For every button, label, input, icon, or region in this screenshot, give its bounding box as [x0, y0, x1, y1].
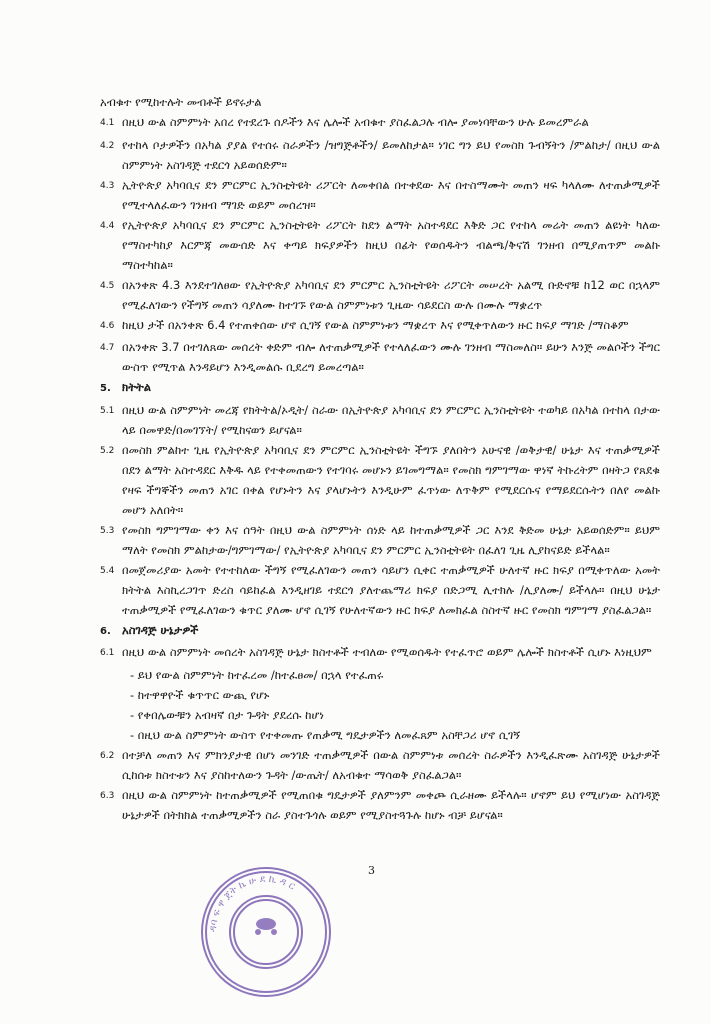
clause-4-6 — [100, 315, 660, 338]
clause-4-5 — [100, 275, 660, 315]
section-number: 5. — [100, 383, 111, 394]
clause-text: የመስክ ግምገማው ቀን እና ሰዓት በዚህ ውል ስምምነት ሰነድ ላይ ከተጠቃሚዎች ጋር እንደ ቅድመ ሁኔታ አይወሰድም። ይህም ማለት የመስክ ምልከታው/ግምገማው/ የኢትዮጵያ አካባቢና ደን ምርምር ኢንስቲትዩት በፈለገ ጊዜ ሊያከናይድ ይችላል። — [122, 522, 660, 557]
section-6-heading — [100, 620, 660, 643]
clause-number: 4.7 — [100, 343, 115, 353]
clause-number: 4.3 — [100, 180, 115, 191]
clause-number: 6.3 — [100, 790, 115, 801]
page-number: 3 — [368, 864, 375, 877]
clause-4-3 — [100, 175, 660, 215]
section-title: አስገዳጅ ሁኔታዎች — [122, 622, 199, 637]
document-body — [100, 92, 660, 825]
clause-text: የተከላ ቦታዎችን በአካል ያያል የተሰሩ ስራዎችን /ዝግጅቶችን/ ይመለከታል። ነገር ግን ይህ የመስክ ጉብኝትን /ምልከታ/ በዚህ ውል ስምምነት አስገዳጅ ተደርጎ አይወሰድም። — [122, 137, 660, 172]
clause-text: በዚህ ውል ስምምነት አበረ የተደረጉ ሰዶችን እና ሌሎች አብቁተ ያስፈልጋሉ ብሎ ያመነባቸውን ሁሉ ይመረምራል — [122, 115, 589, 129]
intro-line: አብቁተ የሚከተሉት መብቶች ይኖሩታል — [100, 95, 262, 109]
clause-number: 4.1 — [100, 118, 115, 128]
section-title: ክትትል — [122, 380, 152, 394]
bullet-item: - ይህ የውል ስምምነት ከተፈረመ /ከተፈፀመ/ በኋላ የተፈጠሩ — [130, 667, 384, 682]
clause-4-2 — [100, 135, 660, 175]
clause-text: ከዚህ ታች በአንቀጽ 6.4 የተጠቀሰው ሆኖ ሲገኝ የውል ስምምነቱን ማቋረጥ እና የሚቀጥለውን ዙር ክፍያ ማገድ /ማስቆም — [122, 317, 629, 332]
clause-number: 6.1 — [100, 648, 115, 658]
clause-text: በአንቀጽ 3.7 በተገለጸው መሰረት ቀድም ብሎ ለተጠቃሚዎች የተላለፈውን ሙሉ ገንዘብ ማስመለስ። ይሁን እንጅ መልሶችን ችግር ውስጥ የሚጥል እንዳይሆን እንዲመልሱ ቢደረግ ይመረጣል። — [122, 340, 660, 374]
clause-5-3 — [100, 520, 660, 560]
clause-4-1 — [100, 112, 660, 135]
clause-text: በአንቀጽ 4.3 እንደተገለፀው የኢትዮጵያ አካባቢና ደን ምርምር ኢንስቲትዩት ሪፖርት መሠረት አልሚ ቡድኖቹ ከ12 ወር በኋላም የሚፈለገውን የችግኝ መጠን ሳያለሙ ከተገኙ የውል ስምምነቱን ጊዜው ሳይደርስ ውሉ በሙሉ ማቋረጥ — [122, 277, 660, 312]
clause-number: 4.5 — [100, 280, 115, 291]
clause-5-4 — [100, 560, 660, 620]
clause-5-1 — [100, 400, 660, 440]
clause-number: 5.1 — [100, 405, 115, 416]
section-5-heading — [100, 377, 660, 400]
clause-4-7 — [100, 337, 660, 377]
clause-5-2 — [100, 440, 660, 520]
clause-number: 4.4 — [100, 220, 115, 231]
clause-6-1 — [100, 642, 660, 665]
clause-4-4 — [100, 215, 660, 275]
clause-number: 5.2 — [100, 445, 115, 456]
section-number: 6. — [100, 625, 111, 637]
clause-text: ኢትዮጵያ አካባቢና ደን ምርምር ኢንስቲትዩት ሪፖርት ለመቀበል በተቀደው እና በተስማሙት መጠን ዛፍ ካላለሙ ለተጠቃሚዎች የሚተላለፈውን ገንዘብ ማገድ ወይም መሰረዝ። — [122, 177, 660, 212]
clause-6-2 — [100, 745, 660, 785]
clause-number: 4.6 — [100, 320, 115, 331]
clause-number: 4.2 — [100, 140, 115, 151]
clause-text: በዚህ ውል ስምምነት ከተጠቃሚዎች የሚጠበቁ ግዴታዎች ያለምንም መቀጮ ሲራዘሙ ይችላሉ። ሆኖም ይህ የሚሆነው አስገዳጅ ሁኔታዎች በትክክል ተጠቃሚዎችን ስራ ያስተጉጎሉ ወይም የሚያስተጓጉሉ ከሆኑ ብቻ ይሆናል። — [122, 787, 660, 822]
clause-number: 5.3 — [100, 525, 115, 536]
clause-text: በዚህ ውል ስምምነት መሰረት አስገዳጅ ሁኔታ ክስተቶች ተብለው የሚወሰዱት የተፈጥሮ ወይም ሌሎች ክስተቶች ሲሆኑ እነዚህም — [122, 645, 652, 659]
clause-text: በመስክ ምልከተ ጊዜ የኢትዮጵያ አካባቢና ደን ምርምር ኢንስቲትዩት ችግኙ ያለበትን አሁናዊ /ወቅታዊ/ ሁኔታ እና ተጠቃሚዎች በደን ልማት አስተዳደር እቅዱ ላይ የተቀመጠውን የተገባሩ መሆኑን ይገመግማል። የመስክ ግምገማው ዋነኛ ትኩረትም በዛትጋ የጸደቁ የዛፍ ችግኞችን መጠን አገር በቀል የሆኑትን እና ያላሆኑትን እንዲሁም ፈጥነው ለጥቅም የሚደርሱና የማይደርሱትን በለየ መልኩ መሆን አለበት። — [122, 442, 660, 517]
clause-number: 5.4 — [100, 565, 115, 576]
clause-6-3 — [100, 785, 660, 825]
clause-text: የኢትዮጵያ አካባቢና ደን ምርምር ኢንስቲትዩት ሪፖርት ከደን ልማት አስተዳደር እቅድ ጋር የተከላ መሬት መጠን ልዩነት ካለው የማስተካከያ እርምጃ መውሰድ እና ቀጣይ ክፍያዎችን ከዚህ በፊት የወሰዱትን ብልጫ/ቅናሽ ገንዘብ በሚያጠጥም መልኩ ማስተካከል። — [122, 217, 660, 272]
official-stamp-icon — [198, 864, 334, 1000]
bullet-item: - በዚህ ውል ስምምነት ውስጥ የተቀመጡ የጠቃሚ ግዴታዎችን ለመፈጸም አስቸጋሪ ሆኖ ሲገኝ — [130, 727, 521, 742]
clause-text: በተቻለ መጠን እና ምክንያታዊ በሆነ መንገድ ተጠቃሚዎች በውል ስምምነቱ መሰረት ስራዎችን እንዲፈጽሙ አስገዳጅ ሁኔታዎች ሲከሰቱ ክስተቱን እና ያስከተለውን ጉዳት /ውጤት/ ለአብቁተ ማሳወቅ ያስፈልጋል። — [122, 747, 660, 782]
bullet-item: - የቀበሌውቹን አብዛኛ በታ ጉዳት ያደረሱ ከሆነ — [130, 707, 324, 722]
clause-number: 6.2 — [100, 750, 115, 761]
clause-text: በዚህ ውል ስምምነት መረጃ የክትትል/ኦዲት/ ስራው በኢትዮጵያ አካባቢና ደን ምርምር ኢንስቲትዩት ተወካይ በአካል በተከላ በታው ላይ በመዋድ/በመገኘት/ የሚከናወን ይሆናል። — [122, 402, 660, 437]
clause-text: በመጀመሪያው አመት የተተከለው ችግኝ የሚፈለገውን መጠን ሳይሆን ሲቀር ተጠቃሚዎች ሁለተኛ ዙር ክፍያ በሚቀጥለው አመት ክትትል እስኪረጋገጥ ድረስ ሳይከፈል እንዲዘገይ ተደርጎ ያለተጨማሪ ክፍያ በድጋሚ ሊተክሉ /ሊያለሙ/ ይችላሉ። በዚህ ሁኔታ ተጠቃሚዎች የሚፈለገውን ቁጥር ያለሙ ሆኖ ሲገኝ የሁለተኛውን ዙር ክፍያ ለመክፈል ስስተኛ ዙር የመስክ ግምገማ ያስፈልጋል። — [122, 562, 660, 617]
stamp-ring-text: ዳባ ፍ ዋ ጀት ኬ ሁ ደ ኪ ዳ ር — [207, 873, 297, 933]
bullet-item: - ከተዋዋዮች ቁጥጥር ውጪ የሆኑ — [130, 687, 270, 702]
